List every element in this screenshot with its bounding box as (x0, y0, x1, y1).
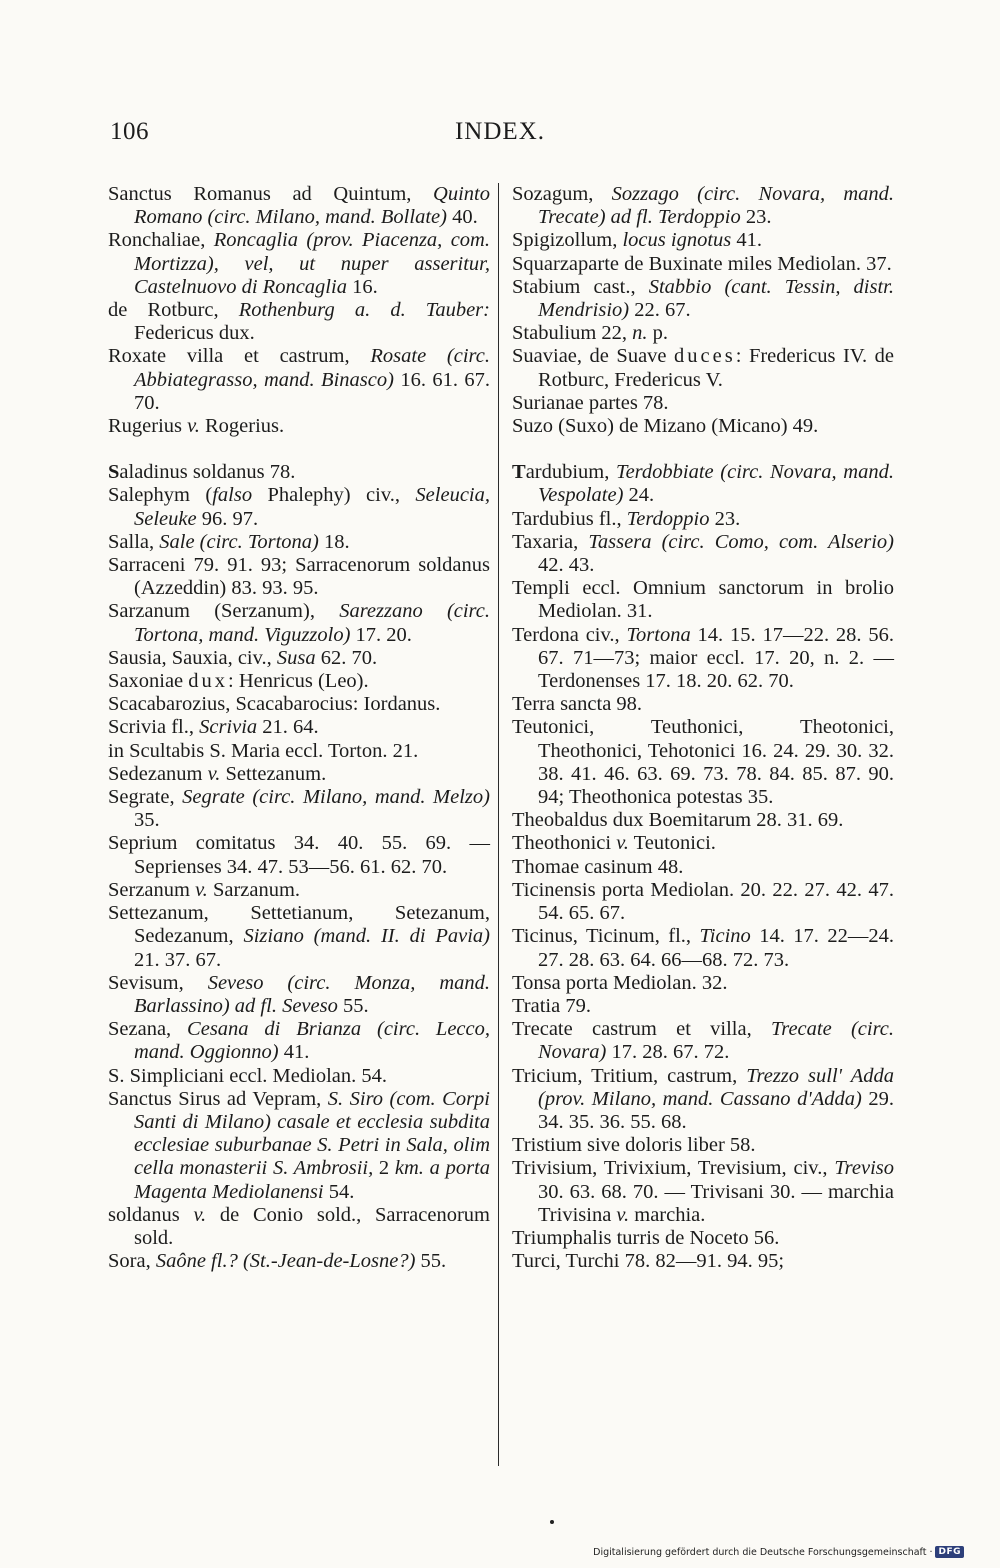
index-entry: Teutonici, Teuthonici, Theotonici, Theothonici, Tehotonici 16. 24. 29. 30. 32. 38. 41. 46. 63. 69. 73. 78. 84. 85. 87. 90. 94; Theothonica potestas 35. (512, 716, 894, 809)
index-entry: Taxaria, Tassera (circ. Como, com. Alserio) 42. 43. (512, 530, 894, 577)
index-entry: Ticinus, Ticinum, fl., Ticino 14. 17. 22—24. 27. 28. 63. 64. 66—68. 72. 73. (512, 925, 895, 971)
index-entry: Terdona civ., Tortona 14. 15. 17—22. 28. 56. 67. 71—73; maior eccl. 17. 20, n. 2. — Terdonenses 17. 18. 20. 62. 70. (512, 623, 894, 693)
index-entry: Stabium cast., Stabbio (cant. Tessin, distr. Mendrisio) 22. 67. (512, 275, 894, 322)
index-entry: Templi eccl. Omnium sanctorum in brolio Mediolan. 31. (512, 577, 894, 623)
index-entry: Trecate castrum et villa, Trecate (circ. Novara) 17. 28. 67. 72. (512, 1018, 895, 1064)
index-entry: Tristium sive doloris liber 58. (512, 1134, 756, 1157)
index-entry: Theobaldus dux Boemitarum 28. 31. 69. (512, 809, 844, 832)
index-entry: Tardubium, Terdobbiate (circ. Novara, mand. Vespolate) 24. (512, 461, 894, 507)
index-entry: Sarzanum (Serzanum), Sarezzano (circ. Tortona, mand. Viguzzolo) 17. 20. (108, 600, 491, 646)
index-entry: Segrate, Segrate (circ. Milano, mand. Melzo) 35. (108, 786, 490, 832)
index-entry: Squarzaparte de Buxinate miles Mediolan. 37. (512, 252, 892, 275)
page-dot (550, 1520, 554, 1524)
index-entry: Sedezanum v. Settezanum. (108, 762, 327, 785)
index-entry: Scrivia fl., Scrivia 21. 64. (108, 716, 319, 739)
index-entry: Thomae casinum 48. (512, 855, 684, 878)
index-entry: Settezanum, Settetianum, Setezanum, Sedezanum, Siziano (mand. II. di Pavia) 21. 37. 67. (108, 902, 490, 971)
index-entry: Ticinensis porta Mediolan. 20. 22. 27. 42. 47. 54. 65. 67. (512, 878, 894, 925)
index-entry: Trivisium, Trivixium, Trevisium, civ., Treviso 30. 63. 68. 70. — Trivisani 30. — marchia Trivisina v. marchia. (512, 1157, 894, 1226)
index-entry: Ronchaliae, Roncaglia (prov. Piacenza, com. Mortizza), vel, ut nuper asseritur, Castelnuovo di Roncaglia 16. (108, 229, 490, 298)
index-entry: de Rotburc, Rothenburg a. d. Tauber: Federicus dux. (108, 299, 490, 345)
index-entry: Salephym (falso Phalephy) civ., Seleucia, Seleuke 96. 97. (108, 484, 490, 530)
index-entry: Sevisum, Seveso (circ. Monza, mand. Barlassino) ad fl. Seveso 55. (108, 971, 490, 1017)
index-entry: Triumphalis turris de Noceto 56. (512, 1226, 780, 1249)
index-entry: Rugerius v. Rogerius. (108, 415, 285, 438)
index-entry: Terra sancta 98. (512, 693, 643, 716)
index-entry: Sanctus Romanus ad Quintum, Quinto Romano (circ. Milano, mand. Bollate) 40. (108, 183, 490, 229)
index-entry: Serzanum v. Sarzanum. (108, 878, 301, 901)
index-entry: Suzo (Suxo) de Mizano (Micano) 49. (512, 415, 819, 438)
dfg-logo: DFG (935, 1546, 964, 1558)
index-column-left (108, 183, 490, 1273)
page-number: 106 (110, 118, 149, 145)
index-entry: S. Simpliciani eccl. Mediolan. 54. (108, 1064, 387, 1087)
index-entry: soldanus v. de Conio sold., Sarracenorum sold. (108, 1203, 490, 1249)
index-entry: Stabulium 22, n. p. (512, 322, 669, 345)
index-entry: Sarraceni 79. 91. 93; Sarracenorum soldanus (Azzeddin) 83. 93. 95. (108, 554, 490, 600)
index-entry: Tardubius fl., Terdoppio 23. (512, 507, 741, 530)
index-entry: Seprium comitatus 34. 40. 55. 69. — Seprienses 34. 47. 53—56. 61. 62. 70. (108, 832, 490, 878)
index-entry: Scacabarozius, Scacabarocius: Iordanus. (108, 693, 441, 716)
index-entry: Roxate villa et castrum, Rosate (circ. Abbiategrasso, mand. Binasco) 16. 61. 67. 70. (108, 345, 490, 414)
index-entry: Sora, Saône fl.? (St.-Jean-de-Losne?) 55. (108, 1250, 447, 1273)
index-entry: Saladinus soldanus 78. (108, 461, 296, 484)
footer-text: Digitalisierung gefördert durch die Deutsche Forschungsgemeinschaft · (593, 1546, 933, 1558)
index-entry: Surianae partes 78. (512, 391, 669, 414)
index-entry: Tonsa porta Mediolan. 32. (512, 971, 728, 994)
index-entry: in Scultabis S. Maria eccl. Torton. 21. (108, 739, 419, 762)
index-entry: Spigizollum, locus ignotus 41. (512, 229, 763, 252)
index-entry: Tratia 79. (512, 994, 591, 1017)
column-divider (498, 183, 499, 1466)
index-entry: Suaviae, de Suave duces: Fredericus IV. de Rotburc, Fredericus V. (512, 345, 894, 391)
index-entry: Turci, Turchi 78. 82—91. 94. 95; (512, 1250, 785, 1273)
index-entry: Theothonici v. Teutonici. (512, 832, 716, 855)
index-entry: Salla, Sale (circ. Tortona) 18. (108, 530, 350, 553)
index-entry: Sezana, Cesana di Brianza (circ. Lecco, mand. Oggionno) 41. (108, 1018, 491, 1064)
index-entry: Sanctus Sirus ad Vepram, S. Siro (com. Corpi Santi di Milano) casale et ecclesia subdita ecclesiae suburbanae S. Petri in Sala, olim cella monasterii S. Ambrosii, 2 km. a porta Magenta Mediolanensi 54. (108, 1087, 491, 1203)
digitization-footer (593, 1546, 964, 1558)
index-entry: Sozagum, Sozzago (circ. Novara, mand. Trecate) ad fl. Terdoppio 23. (512, 183, 894, 229)
index-column-right (512, 183, 894, 1273)
index-entry: Saxoniae dux: Henricus (Leo). (108, 670, 369, 693)
index-entry: Tricium, Tritium, castrum, Trezzo sull' Adda (prov. Milano, mand. Cassano d'Adda) 29. 34. 35. 36. 55. 68. (512, 1064, 894, 1133)
index-entry: Sausia, Sauxia, civ., Susa 62. 70. (108, 646, 378, 669)
running-head: INDEX. (454, 118, 545, 145)
